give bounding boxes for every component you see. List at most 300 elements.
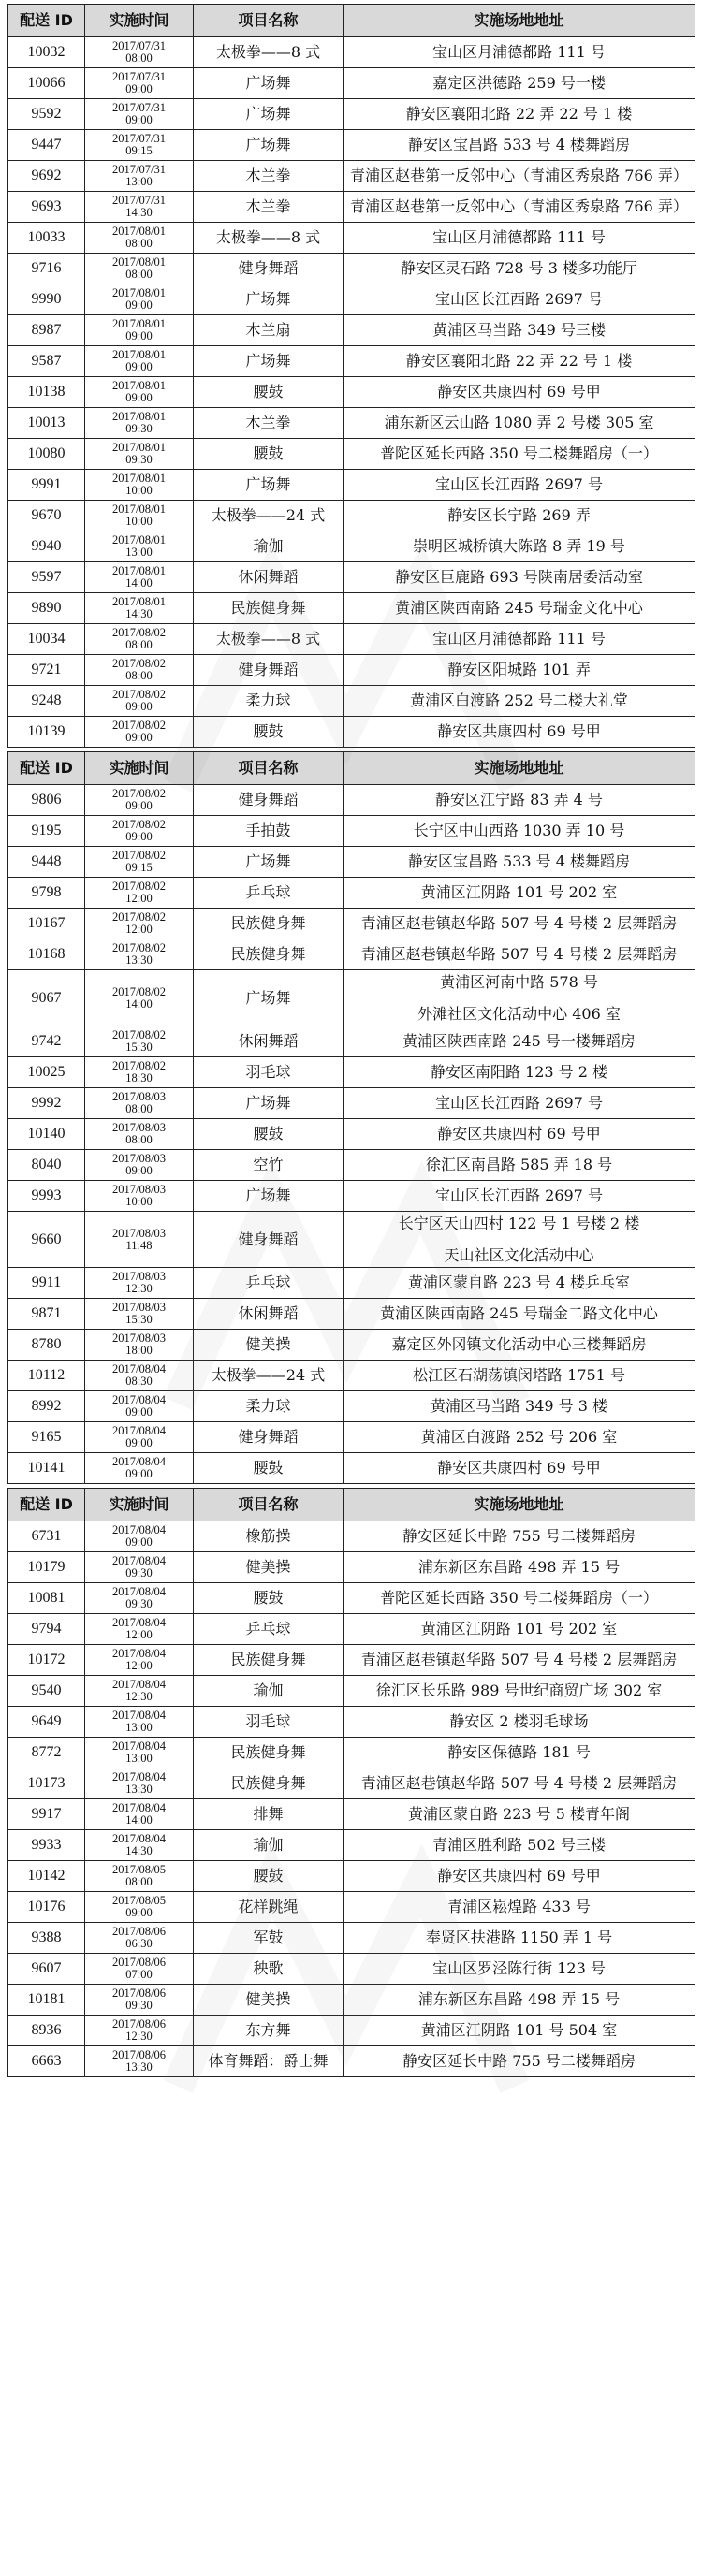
schedule-time	[85, 655, 194, 686]
table-row	[8, 1645, 695, 1676]
delivery-id: 9890	[8, 593, 85, 624]
venue-address-line: 宝山区长江西路 2697 号	[435, 1094, 603, 1112]
venue-address	[344, 1057, 695, 1088]
schedule-time	[85, 1268, 194, 1299]
venue-address	[344, 1268, 695, 1299]
schedule-clock: 12:30	[125, 1690, 153, 1703]
venue-address	[344, 1119, 695, 1150]
venue-address-line: 青浦区赵巷镇赵华路 507 号 4 号楼 2 层舞蹈房	[360, 1651, 678, 1668]
delivery-id: 10173	[8, 1768, 85, 1799]
venue-address-line: 浦东新区云山路 1080 弄 2 号楼 305 室	[384, 414, 654, 431]
table-row	[8, 1453, 695, 1484]
project-name: 广场舞	[194, 1088, 344, 1119]
project-name: 休闲舞蹈	[194, 1026, 344, 1057]
table-row	[8, 1892, 695, 1923]
schedule-time	[85, 1861, 194, 1892]
schedule-clock: 13:00	[125, 1721, 153, 1734]
delivery-id: 9992	[8, 1088, 85, 1119]
table-row	[8, 1985, 695, 2016]
project-name: 腰鼓	[194, 1861, 344, 1892]
table-row	[8, 501, 695, 531]
schedule-date: 2017/08/03	[112, 1121, 166, 1134]
venue-address	[344, 2016, 695, 2046]
schedule-time	[85, 878, 194, 909]
schedule-clock: 12:00	[125, 1628, 153, 1641]
venue-address	[344, 1552, 695, 1583]
venue-address-line: 黄浦区马当路 349 号三楼	[432, 321, 606, 339]
delivery-id: 10139	[8, 717, 85, 748]
table-row	[8, 1026, 695, 1057]
project-name: 健美操	[194, 1330, 344, 1361]
venue-address-line: 静安区共康四村 69 号甲	[437, 1125, 601, 1142]
project-name: 腰鼓	[194, 1453, 344, 1484]
delivery-id: 9067	[8, 970, 85, 1026]
schedule-date: 2017/08/04	[112, 1554, 166, 1567]
schedule-date: 2017/08/03	[112, 1332, 166, 1345]
schedule-clock: 18:30	[125, 1071, 153, 1084]
schedule-date: 2017/07/31	[112, 194, 166, 207]
schedule-time	[85, 1057, 194, 1088]
venue-address	[344, 501, 695, 531]
schedule-date: 2017/08/04	[112, 1770, 166, 1783]
table-row	[8, 624, 695, 655]
venue-address-line: 静安区延长中路 755 号二楼舞蹈房	[402, 1527, 636, 1545]
venue-address-line: 静安区襄阳北路 22 弄 22 号 1 楼	[405, 105, 633, 123]
venue-address	[344, 192, 695, 223]
venue-address-line: 静安区保德路 181 号	[447, 1743, 591, 1761]
schedule-clock: 09:00	[125, 1436, 153, 1449]
table-row	[8, 99, 695, 130]
table-row	[8, 470, 695, 501]
schedule-time	[85, 2046, 194, 2077]
header-time: 实施时间	[85, 1489, 194, 1521]
schedule-date: 2017/08/04	[112, 1709, 166, 1722]
project-name: 太极拳——8 式	[194, 223, 344, 254]
schedule-time	[85, 909, 194, 939]
project-name: 太极拳——24 式	[194, 1361, 344, 1391]
schedule-clock: 08:30	[125, 1375, 153, 1388]
schedule-clock: 12:30	[125, 1282, 153, 1295]
schedule-time	[85, 1985, 194, 2016]
schedule-time	[85, 1181, 194, 1212]
header-address: 实施场地地址	[344, 5, 695, 37]
delivery-id: 9716	[8, 254, 85, 284]
schedule-clock: 08:00	[125, 51, 153, 65]
project-name: 健身舞蹈	[194, 655, 344, 686]
venue-address-line: 静安区江宁路 83 弄 4 号	[435, 791, 603, 808]
schedule-date: 2017/08/01	[112, 225, 166, 238]
table-row	[8, 1614, 695, 1645]
delivery-id: 9917	[8, 1799, 85, 1830]
schedule-date: 2017/08/02	[112, 941, 166, 954]
schedule-time	[85, 1119, 194, 1150]
venue-address-line: 宝山区月浦德都路 111 号	[432, 43, 606, 61]
table-row	[8, 1422, 695, 1453]
venue-address	[344, 909, 695, 939]
table-row	[8, 408, 695, 439]
venue-address-line: 青浦区赵巷镇赵华路 507 号 4 号楼 2 层舞蹈房	[360, 945, 678, 963]
schedule-date: 2017/07/31	[112, 132, 166, 145]
venue-address	[344, 717, 695, 748]
delivery-id: 9692	[8, 161, 85, 192]
schedule-date: 2017/08/04	[112, 1678, 166, 1691]
delivery-id: 9798	[8, 878, 85, 909]
delivery-id: 6731	[8, 1521, 85, 1552]
project-name: 瑜伽	[194, 531, 344, 562]
venue-address	[344, 1150, 695, 1181]
schedule-time	[85, 377, 194, 408]
project-name: 军鼓	[194, 1923, 344, 1954]
project-name: 民族健身舞	[194, 939, 344, 970]
delivery-id: 9597	[8, 562, 85, 593]
table-row	[8, 223, 695, 254]
schedule-date: 2017/08/04	[112, 1523, 166, 1536]
schedule-table	[7, 1488, 695, 2077]
schedule-clock: 14:00	[125, 576, 153, 589]
venue-address	[344, 1892, 695, 1923]
schedule-date: 2017/08/03	[112, 1301, 166, 1314]
project-name: 民族健身舞	[194, 1768, 344, 1799]
venue-address	[344, 254, 695, 284]
venue-address-line: 黄浦区江阴路 101 号 202 室	[420, 883, 618, 901]
venue-address-line: 黄浦区白渡路 252 号 206 室	[420, 1428, 618, 1446]
schedule-clock: 09:00	[125, 830, 153, 843]
delivery-id: 8772	[8, 1738, 85, 1768]
table-row	[8, 1552, 695, 1583]
venue-address-line: 外滩社区文化活动中心 406 室	[417, 1004, 621, 1023]
venue-address-line: 普陀区延长西路 350 号二楼舞蹈房（一）	[380, 444, 658, 462]
schedule-date: 2017/07/31	[112, 101, 166, 114]
schedule-time	[85, 161, 194, 192]
table-row	[8, 2016, 695, 2046]
table-row	[8, 1361, 695, 1391]
schedule-date: 2017/08/01	[112, 533, 166, 546]
table-header-row	[8, 5, 695, 37]
schedule-clock: 12:00	[125, 892, 153, 905]
project-name: 健身舞蹈	[194, 1422, 344, 1453]
schedule-time	[85, 1830, 194, 1861]
venue-address	[344, 1422, 695, 1453]
schedule-clock: 15:30	[125, 1041, 153, 1054]
project-name: 太极拳——24 式	[194, 501, 344, 531]
venue-address	[344, 1361, 695, 1391]
venue-address-line: 嘉定区外冈镇文化活动中心三楼舞蹈房	[391, 1335, 647, 1353]
schedule-time	[85, 1521, 194, 1552]
venue-address-line: 青浦区赵巷第一反邻中心（青浦区秀泉路 766 弄）	[350, 167, 688, 184]
venue-address	[344, 970, 695, 1026]
header-address: 实施场地地址	[344, 752, 695, 785]
project-name: 广场舞	[194, 970, 344, 1026]
venue-address-line: 青浦区赵巷镇赵华路 507 号 4 号楼 2 层舞蹈房	[360, 1774, 678, 1792]
schedule-date: 2017/08/04	[112, 1832, 166, 1845]
project-name: 民族健身舞	[194, 909, 344, 939]
venue-address	[344, 1768, 695, 1799]
project-name: 广场舞	[194, 1181, 344, 1212]
schedule-time	[85, 1330, 194, 1361]
venue-address	[344, 1707, 695, 1738]
delivery-id: 9742	[8, 1026, 85, 1057]
venue-address	[344, 1391, 695, 1422]
project-name: 木兰拳	[194, 161, 344, 192]
schedule-clock: 18:00	[125, 1344, 153, 1357]
schedule-clock: 08:00	[125, 268, 153, 281]
project-name: 腰鼓	[194, 377, 344, 408]
table-header-row	[8, 1489, 695, 1521]
venue-address	[344, 686, 695, 717]
table-row	[8, 161, 695, 192]
table-row	[8, 1954, 695, 1985]
schedule-date: 2017/08/04	[112, 1739, 166, 1753]
delivery-id: 9540	[8, 1676, 85, 1707]
schedule-clock: 11:48	[125, 1238, 153, 1252]
schedule-time	[85, 470, 194, 501]
schedule-time	[85, 315, 194, 346]
venue-address	[344, 408, 695, 439]
delivery-id: 9721	[8, 655, 85, 686]
schedule-date: 2017/07/31	[112, 70, 166, 83]
venue-address	[344, 531, 695, 562]
venue-address-line: 浦东新区东昌路 498 弄 15 号	[417, 1990, 621, 2008]
schedule-clock: 12:00	[125, 923, 153, 936]
delivery-id: 9670	[8, 501, 85, 531]
venue-address	[344, 1676, 695, 1707]
schedule-date: 2017/08/02	[112, 818, 166, 831]
schedule-clock: 08:00	[125, 1875, 153, 1888]
delivery-id: 9587	[8, 346, 85, 377]
venue-address-line: 天山社区文化活动中心	[444, 1245, 594, 1264]
delivery-id: 10033	[8, 223, 85, 254]
schedule-time	[85, 686, 194, 717]
schedule-time	[85, 130, 194, 161]
schedule-time	[85, 1892, 194, 1923]
schedule-table	[7, 4, 695, 748]
schedule-clock: 14:00	[125, 1813, 153, 1826]
delivery-id: 10034	[8, 624, 85, 655]
project-name: 广场舞	[194, 284, 344, 315]
table-row	[8, 1119, 695, 1150]
schedule-clock: 13:00	[125, 1752, 153, 1765]
delivery-id: 10112	[8, 1361, 85, 1391]
schedule-clock: 09:15	[125, 861, 153, 874]
project-name: 广场舞	[194, 99, 344, 130]
table-row	[8, 346, 695, 377]
header-time: 实施时间	[85, 752, 194, 785]
schedule-date: 2017/08/04	[112, 1362, 166, 1375]
venue-address	[344, 377, 695, 408]
delivery-id: 9993	[8, 1181, 85, 1212]
schedule-clock: 08:00	[125, 1102, 153, 1115]
schedule-time	[85, 192, 194, 223]
venue-address	[344, 1212, 695, 1268]
schedule-clock: 13:30	[125, 2060, 153, 2074]
table-row	[8, 1707, 695, 1738]
schedule-time	[85, 1923, 194, 1954]
schedule-date: 2017/08/06	[112, 1956, 166, 1969]
project-name: 木兰扇	[194, 315, 344, 346]
schedule-clock: 10:00	[125, 515, 153, 528]
venue-address-line: 黄浦区江阴路 101 号 202 室	[420, 1620, 618, 1637]
delivery-id: 9806	[8, 785, 85, 816]
venue-address	[344, 1583, 695, 1614]
table-row	[8, 1299, 695, 1330]
delivery-id: 10032	[8, 37, 85, 68]
table-row	[8, 1088, 695, 1119]
venue-address	[344, 1830, 695, 1861]
venue-address-line: 青浦区崧煌路 433 号	[447, 1898, 591, 1915]
schedule-date: 2017/08/04	[112, 1585, 166, 1598]
project-name: 空竹	[194, 1150, 344, 1181]
venue-address	[344, 1923, 695, 1954]
schedule-date: 2017/08/04	[112, 1647, 166, 1660]
delivery-id: 10168	[8, 939, 85, 970]
schedule-time	[85, 1552, 194, 1583]
schedule-date: 2017/08/01	[112, 441, 166, 454]
venue-address-line: 普陀区延长西路 350 号二楼舞蹈房（一）	[380, 1589, 658, 1607]
venue-address	[344, 593, 695, 624]
header-id: 配送 ID	[8, 5, 85, 37]
delivery-id: 9794	[8, 1614, 85, 1645]
schedule-time	[85, 1453, 194, 1484]
table-row	[8, 1150, 695, 1181]
table-row	[8, 1212, 695, 1268]
delivery-id: 9693	[8, 192, 85, 223]
schedule-clock: 09:30	[125, 422, 153, 435]
schedule-clock: 12:00	[125, 1659, 153, 1672]
schedule-date: 2017/08/02	[112, 688, 166, 701]
project-name: 健身舞蹈	[194, 1212, 344, 1268]
schedule-time	[85, 99, 194, 130]
project-name: 橡筋操	[194, 1521, 344, 1552]
project-name: 广场舞	[194, 847, 344, 878]
delivery-id: 9447	[8, 130, 85, 161]
venue-address	[344, 1026, 695, 1057]
schedule-clock: 08:00	[125, 1133, 153, 1146]
venue-address-line: 静安区延长中路 755 号二楼舞蹈房	[402, 2052, 636, 2070]
venue-address-line: 静安区宝昌路 533 号 4 楼舞蹈房	[407, 852, 631, 870]
table-row	[8, 593, 695, 624]
venue-address-line: 宝山区罗泾陈行街 123 号	[432, 1959, 606, 1977]
delivery-id: 10179	[8, 1552, 85, 1583]
schedule-clock: 13:30	[125, 953, 153, 967]
schedule-clock: 10:00	[125, 484, 153, 497]
schedule-time	[85, 1361, 194, 1391]
schedule-date: 2017/08/04	[112, 1424, 166, 1437]
venue-address-line: 宝山区月浦德都路 111 号	[432, 228, 606, 246]
schedule-clock: 10:00	[125, 1195, 153, 1208]
schedule-time	[85, 501, 194, 531]
venue-address	[344, 346, 695, 377]
schedule-date: 2017/08/06	[112, 2048, 166, 2061]
project-name: 乒乓球	[194, 1268, 344, 1299]
project-name: 腰鼓	[194, 439, 344, 470]
venue-address-line: 静安区共康四村 69 号甲	[437, 722, 601, 740]
table-row	[8, 1330, 695, 1361]
project-name: 排舞	[194, 1799, 344, 1830]
venue-address	[344, 1181, 695, 1212]
schedule-date: 2017/08/02	[112, 787, 166, 800]
schedule-clock: 09:00	[125, 700, 153, 713]
table-row	[8, 1768, 695, 1799]
venue-address-line: 长宁区中山西路 1030 弄 10 号	[413, 822, 625, 839]
schedule-table	[7, 751, 695, 1484]
table-row	[8, 1861, 695, 1892]
venue-address	[344, 99, 695, 130]
table-row	[8, 686, 695, 717]
project-name: 健身舞蹈	[194, 254, 344, 284]
schedule-date: 2017/08/01	[112, 379, 166, 392]
schedule-clock: 09:00	[125, 113, 153, 126]
table-header-row	[8, 752, 695, 785]
schedule-date: 2017/08/02	[112, 626, 166, 639]
schedule-time	[85, 408, 194, 439]
schedule-time	[85, 1391, 194, 1422]
schedule-clock: 09:15	[125, 144, 153, 157]
table-row	[8, 192, 695, 223]
schedule-time	[85, 1583, 194, 1614]
schedule-date: 2017/08/04	[112, 1393, 166, 1406]
venue-address	[344, 284, 695, 315]
schedule-date: 2017/08/02	[112, 719, 166, 732]
schedule-clock: 09:00	[125, 1535, 153, 1549]
header-item: 项目名称	[194, 752, 344, 785]
table-row	[8, 1923, 695, 1954]
schedule-date: 2017/08/01	[112, 286, 166, 299]
schedule-date: 2017/08/06	[112, 1987, 166, 2000]
schedule-time	[85, 717, 194, 748]
delivery-id: 9592	[8, 99, 85, 130]
schedule-date: 2017/08/03	[112, 1090, 166, 1103]
table-row	[8, 1181, 695, 1212]
schedule-clock: 13:00	[125, 546, 153, 559]
schedule-time	[85, 970, 194, 1026]
venue-address-line: 宝山区长江西路 2697 号	[435, 475, 603, 493]
schedule-clock: 14:30	[125, 206, 153, 219]
schedule-time	[85, 531, 194, 562]
table-row	[8, 315, 695, 346]
venue-address	[344, 1799, 695, 1830]
delivery-id: 10066	[8, 68, 85, 99]
delivery-id: 9871	[8, 1299, 85, 1330]
schedule-clock: 09:00	[125, 298, 153, 312]
schedule-clock: 06:30	[125, 1937, 153, 1950]
project-name: 民族健身舞	[194, 1645, 344, 1676]
table-row	[8, 439, 695, 470]
venue-address	[344, 315, 695, 346]
project-name: 腰鼓	[194, 1583, 344, 1614]
schedule-date: 2017/07/31	[112, 163, 166, 176]
schedule-clock: 09:00	[125, 1467, 153, 1480]
table-row	[8, 284, 695, 315]
schedule-clock: 09:00	[125, 799, 153, 812]
table-row	[8, 909, 695, 939]
project-name: 东方舞	[194, 2016, 344, 2046]
project-name: 羽毛球	[194, 1057, 344, 1088]
delivery-id: 10181	[8, 1985, 85, 2016]
delivery-id: 9195	[8, 816, 85, 847]
schedule-time	[85, 1026, 194, 1057]
delivery-id: 9607	[8, 1954, 85, 1985]
venue-address	[344, 1299, 695, 1330]
venue-address-line: 青浦区胜利路 502 号三楼	[432, 1836, 606, 1854]
delivery-id: 10025	[8, 1057, 85, 1088]
schedule-clock: 13:30	[125, 1783, 153, 1796]
venue-address	[344, 161, 695, 192]
table-row	[8, 847, 695, 878]
table-row	[8, 254, 695, 284]
venue-address	[344, 439, 695, 470]
schedule-clock: 07:00	[125, 1968, 153, 1981]
table-row	[8, 2046, 695, 2077]
